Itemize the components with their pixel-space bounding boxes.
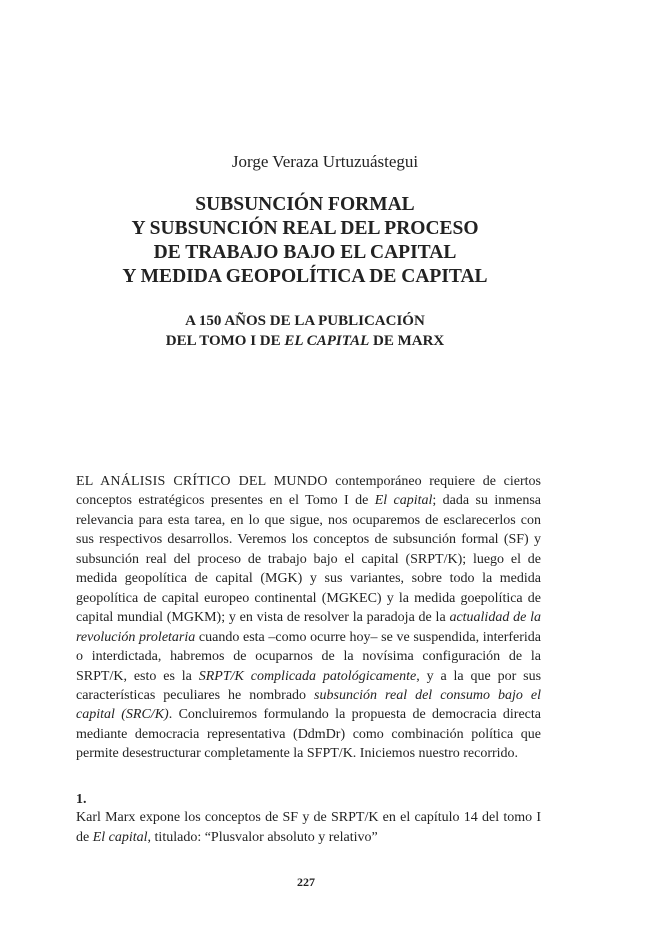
author-name: Jorge Veraza Urtuzuástegui [231, 152, 419, 171]
title-line: Y MEDIDA GEOPOLÍTICA DE CAPITAL [122, 266, 488, 287]
subtitle-line [0, 331, 610, 351]
body-paragraph-2 [76, 808, 541, 847]
body-italic: subsunción real del consumo bajo el capital (SRC/K) [76, 687, 541, 723]
section-number: 1. [76, 792, 87, 807]
chapter-subtitle [0, 311, 610, 351]
body-text: contemporáneo requiere de ciertos conceptos estratégicos presentes en el Tomo I de [76, 474, 541, 509]
body-italic: El capital [92, 829, 148, 845]
subtitle-line: A 150 AÑOS DE LA PUBLICACIÓN [185, 313, 425, 329]
title-line: Y SUBSUNCIÓN REAL DEL PROCESO [131, 218, 479, 239]
body-italic: SRPT/K complicada patológicamente [198, 668, 417, 684]
body-text: , y a la que por sus características peculiares he nombrado [76, 668, 542, 703]
page-number: 227 [297, 875, 315, 889]
title-line: DE TRABAJO BAJO EL CAPITAL [153, 242, 457, 263]
subtitle-text: DE MARX [369, 333, 445, 349]
body-italic: actualidad de la revolución proletaria [76, 610, 541, 645]
body-italic: El capital [374, 493, 433, 509]
body-text: ; dada su inmensa relevancia para esta tarea, en lo que sigue, nos ocuparemos de esclarecerlos con sus respectivos desarrollos. Veremos los conceptos de subsunción formal (SF) y subsunción real del proceso de trabajo bajo el capital (SRPT/K); luego el de medida geopolítica de capital (MGK) y sus variantes, sobre todo la medida geopolítica de capital europeo continental (MGKEC) y la medida goepolítica de capital mundial (MGKM); y en vista de resolver la paradoja de la [76, 493, 541, 626]
paragraph-lead: EL ANÁLISIS CRÍTICO DEL MUNDO [76, 474, 328, 489]
body-text: cuando esta –como ocurre hoy– se ve suspendida, interferida o interdictada, habremos de ocuparnos de la novísima configuración de la SRPT/K, esto es la [76, 629, 542, 684]
chapter-title [0, 193, 610, 289]
title-line: SUBSUNCIÓN FORMAL [195, 194, 415, 215]
body-text: Karl Marx expone los conceptos de SF y de SRPT/K en el capítulo 14 del tomo I de [76, 810, 541, 845]
body-text: , titulado: “Plusvalor absoluto y relativo” [147, 829, 378, 845]
body-text: . Concluiremos formulando la propuesta de democracia directa mediante democracia representativa (DdmDr) como combinación política que permite desestructurar completamente la SFPT/K. Iniciemos nuestro recorrido. [76, 707, 542, 762]
body-paragraph-1 [76, 472, 541, 764]
subtitle-italic: EL CAPITAL [284, 333, 370, 349]
subtitle-text: DEL TOMO I DE [165, 333, 285, 349]
